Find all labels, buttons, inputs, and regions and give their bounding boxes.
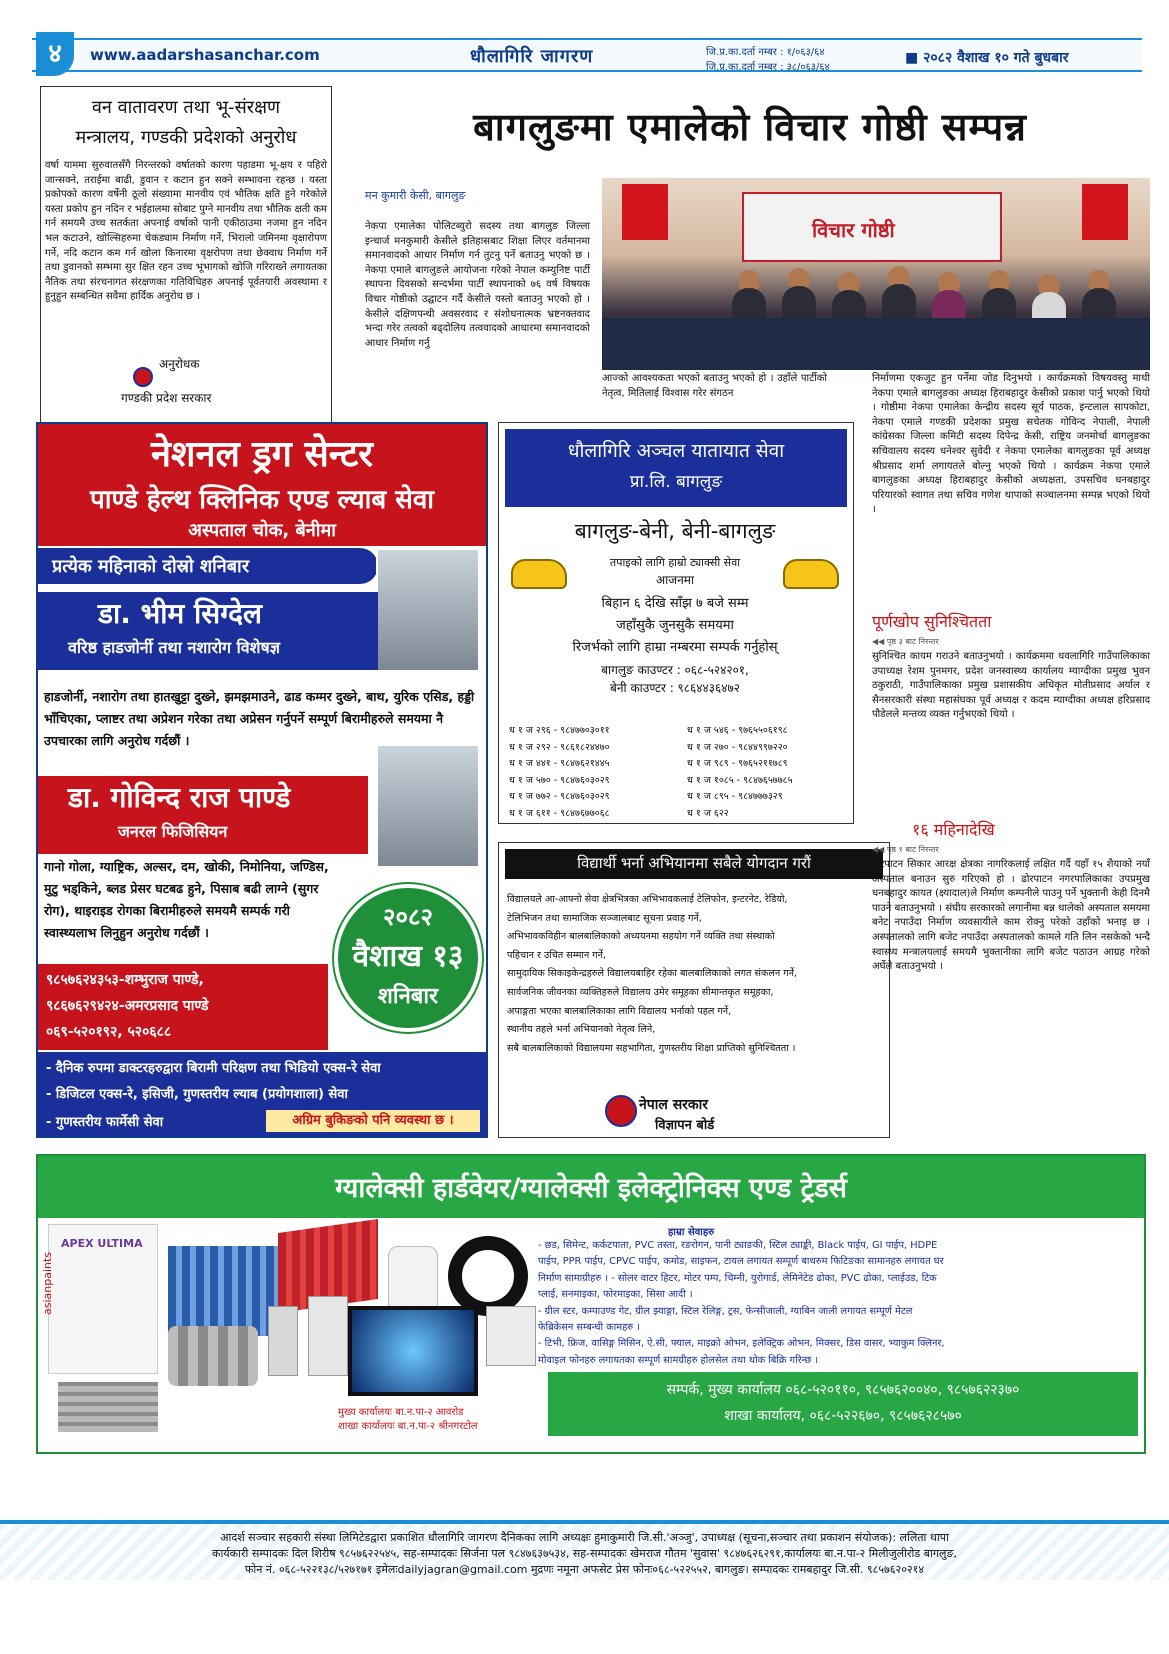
issue-date: ■ २०८२ वैशाख १० गते बुधबार xyxy=(905,50,1069,66)
fridge-image xyxy=(308,1296,348,1376)
byline: मन कुमारी केसी, बागलुङ xyxy=(365,189,466,202)
story-sohr-continued: ◀◀ पृष्ठ १ बाट निरन्तर xyxy=(872,845,939,854)
main-office-address: मुख्य कार्यालयः बा.न.पा-२ आवरोड xyxy=(338,1407,464,1418)
nepal-emblem-icon xyxy=(605,1095,637,1127)
footer-line-1: आदर्श सञ्चार सहकारी संस्था लिमिटेडद्वारा प्रकाशित धौलागिरि जागरण दैनिकका लागि अध्यक्षः हुमाकुमारी जि.सी.'अञ्जु', उपाध्यक्ष (सूचना,सञ्चार तथा प्रकाशन संयोजक): ललिता थापा xyxy=(220,1531,949,1544)
galaxy-title: ग्यालेक्सी हार्डवेयर/ग्यालेक्सी इलेक्ट्रोनिक्स एण्ड ट्रेडर्स xyxy=(335,1173,847,1204)
schedule-text: प्रत्येक महिनाको दोस्रो शनिबार xyxy=(52,556,250,577)
ad-board-label: विज्ञापन बोर्ड xyxy=(655,1118,715,1133)
hose-coil-image xyxy=(448,1236,528,1316)
services-list xyxy=(538,1238,1138,1369)
solar-heater-image xyxy=(168,1246,278,1336)
transport-counter-2: बेनी काउण्टर : ९८६४४३६४७२ xyxy=(610,681,740,695)
story-column-3: निर्माणमा एकजुट हुन पर्नेमा जोड दिनुभयो । कार्यक्रमको विषयवस्तु माथी नेकपा एमाले बागलुङका अध्यक्ष हिराबहादुर केसीको प्रकाश पार्नु भएको थियो । गोष्ठीमा नेकपा एमालेका केन्द्रीय सदस्य सूर्य पाठक, इन्टलाल सापकोटा, नेकपा एमाले गण्डकी प्रदेशका प्रमुख सचेतक गोविन्द नेपाली, नेपाली कांग्रेसका जिल्ला कमिटी सदस्य दिपेन्द्र केसी, राष्ट्रिय जनमोर्चा बागलुङका सचिवालय सदस्य धनेश्वर सुवेदी र नेकपा एमालेका बागलुङका पूर्व अध्यक्ष श्रीप्रसाद शर्मा लगायतले बोल्नु भएको थियो । कार्यक्रम नेकपा एमाले बागलुङका अध्यक्ष हिराबहादुर केसीको अध्यक्षता, उपसचिव धनबहादुर परियारको स्वागत तथा सचिव गणेश थापाको सञ्चालनमा सम्पन्न भएको थियो । xyxy=(872,373,1150,516)
doctor-2-title: जनरल फिजिसियन xyxy=(118,822,228,841)
water-tank-image xyxy=(168,1326,258,1386)
story-purn-continued: ◀◀ पृष्ठ ३ बाट निरन्तर xyxy=(872,637,939,646)
pipe-bundle-image xyxy=(58,1382,158,1432)
phone-2: ९८६७६२९४२४-अमरप्रसाद पाण्डे xyxy=(46,998,209,1014)
story-sohr-body: ढोरपाटन सिकार आरक्ष क्षेत्रका नागरिकलाई लक्षित गर्दै यहाँ १५ शैयाको नयाँ अस्पताल बनाउन सुरु गरिएको हो । ढोरपाटन नगरपालिकाका उपप्रमुख धनबहादुर कायत (क्ष्यादाल)ले निर्माण कम्पनीले पाउनु पर्ने भुक्तानी केही दिनमै पाउने बताउनुभयो । संघीय सरकारको लगानीमा बन्न थालेको अस्पताल समयमा बनेट नपाउँदा निर्माण व्यवसायीले काम रोक्नु परेको उहाँको भनाइ छ । अस्पतालको लागि बजेट नपाउँदा अस्पतालको कामले गति लिन नसकेको भन्दै स्वास्थ्य मन्त्रालयलाई समयमै भुक्तानीका लागि बजेट पठाउन आग्रह गरेको अर्घेले बताउनुभयो । xyxy=(872,859,1150,973)
galaxy-contact-branch: शाखा कार्यालय, ०६८-५२२६७०, ९८५७६२८५७० xyxy=(724,1408,962,1424)
list-item: स्थानीय तहले भर्ना अभियानको नेतृत्व लिने, xyxy=(507,1024,656,1036)
service-2: - डिजिटल एक्स-रे, इसिजी, गुणस्तरीय ल्याब (प्रयोगशाला) सेवा xyxy=(46,1087,348,1102)
circle-year: २०८२ xyxy=(383,903,433,931)
list-item: मोवाइल फोनहरु लगायतका सम्पूर्ण सामग्रीहरु होलसेल तथा थोक बिक्रि गरिन्छ । xyxy=(538,1354,819,1366)
advance-booking-badge: अग्रिम बुकिङको पनि व्यवस्था छ । xyxy=(266,1110,480,1132)
party-flag-icon xyxy=(622,184,668,240)
list-item: प्लाई, सनमाइका, फोरमाइका, सिसा आदी । xyxy=(538,1289,693,1301)
list-item: - छड, सिमेन्ट, कर्कटपाता, PVC तस्ता, रङरोगन, पानी ट्याङकी, स्टिल ट्याङ्की, Black पाईप, GI पाईप, HDPE xyxy=(538,1240,938,1251)
list-item: ध १ ज ९८९ - ९७६५२११७८९ xyxy=(687,758,788,769)
doctor-1-name: डा. भीम सिग्देल xyxy=(98,597,262,630)
washing-machine-image xyxy=(486,1306,536,1366)
registration-number-1: जि.प्र.का.दर्ता नम्बर : १/०६३/६४ xyxy=(706,47,825,58)
publisher-footer xyxy=(0,1520,1169,1580)
transport-line-3: बिहान ६ देखि साँझ ७ बजे सम्म xyxy=(601,596,749,611)
student-enrollment-notice xyxy=(498,842,890,1138)
services-heading: हाम्रा सेवाहरु xyxy=(668,1227,715,1238)
stage-table xyxy=(602,318,1150,370)
registration-number-2: जि.प्र.का.दर्ता नम्बर : ३८/०६३/६४ xyxy=(706,62,830,73)
doctor-1-title: वरिष्ठ हाडजोर्नी तथा नशारोग विशेषज्ञ xyxy=(68,638,281,657)
notice-requester-label: अनुरोधक xyxy=(159,357,200,371)
ad-subtitle: पाण्डे हेल्थ क्लिनिक एण्ड ल्याब सेवा xyxy=(89,485,435,515)
phone-1: ९८५७६२४३५३-शम्भुराज पाण्डे, xyxy=(46,972,204,988)
ad-location: अस्पताल चोक, बेनीमा xyxy=(188,520,336,541)
notice-title-2: मन्त्रालय, गण्डकी प्रदेशको अनुरोध xyxy=(75,127,297,148)
transport-line-1: तपाइको लागि हाम्रो ट्याक्सी सेवा xyxy=(609,556,741,569)
transport-counter-1: बागलुङ काउण्टर : ०६८-५२४२०१, xyxy=(601,663,749,677)
list-item: ध १ ज २९६ - ९८४७७०३०११ xyxy=(509,725,610,736)
list-item: अभिभावकविहीन बालबालिकाको अध्ययनमा सहयोग गर्ने व्यक्ति तथा संस्थाको xyxy=(507,931,775,943)
story-column-1: नेकपा एमालेका पोलिटब्युरो सदस्य तथा बागलुङ जिल्ला इन्चार्ज मनकुमारी केसीले इतिहासबाट शिक्षा लिएर वर्तमानमा समानवादको आधार निर्माण गर्न तुटनु पर्ने बताउनु भएको छ । नेकपा एमाले बागलुङले आयोजना गरेको नेपाल कम्युनिष्ट पार्टी स्थापना दिवसको सन्दर्भमा पार्टी स्थापनाको ७६ वर्ष विषयक विचार गोष्ठीको उद्घाटन गर्दै केसीले यस्तो बताउनु भएको हो । केसीले दक्षिणपन्थी अवसरवाद र संशोधनात्मक भ्रष्टनक्तवाद भन्दा गरेर तत्वको बढ्दोलिय तत्ववादको आधारमा समानवादको आधार निर्माण गर्नु xyxy=(365,221,590,349)
taxi-numbers-left xyxy=(509,723,610,822)
doctor-1-description: हाडजोर्नी, नशारोग तथा हातखुट्टा दुख्ने, झमझमाउने, ढाड कम्मर दुख्ने, बाथ, युरिक एसिड, हड्डी भाँचिएका, प्लाष्टर तथा अप्रेशन गरेका तथा अप्रेसन गर्नुपर्ने सम्पूर्ण बिरामीहरुले समयमा नै उपचारका लागि अनुरोध गर्दछौं । xyxy=(44,689,475,748)
transport-line-5: रिजर्भको लागि हाम्रा नम्बरमा सम्पर्क गर्नुहोस् xyxy=(572,640,778,655)
website-link[interactable]: www.aadarshasanchar.com xyxy=(90,46,320,64)
list-item: ध १ ज १०८५ - ९८४७६५७७८५ xyxy=(687,774,793,786)
list-item: ध १ ज ५४६ - ९७६५५०६१९८ xyxy=(687,725,788,736)
list-item: सार्वजनिक जीवनका व्यक्तिहरुले विद्यालय उमेर समूहका सीमान्तकृत समूहका, xyxy=(507,986,774,998)
list-item: टेलिभिजन तथा सामाजिक सञ्जालबाट सूचना प्रवाह गर्ने, xyxy=(507,912,702,924)
branch-office-address: शाखा कार्यालयः बा.न.पा-२ श्रीनगरटोल xyxy=(338,1421,478,1432)
galaxy-contact-main: सम्पर्क, मुख्य कार्यालय ०६८-५२०११०, ९८५७६२००४०, ९८५७६२२३७० xyxy=(666,1382,1020,1398)
fridge-image xyxy=(268,1306,298,1376)
list-item: ध १ ज २९२ - ९८६१८२४४७० xyxy=(509,741,610,753)
transport-service-ad xyxy=(498,422,854,824)
list-item: ध १ ज ६२२ xyxy=(687,807,729,819)
list-item: - ग्रील स्टर, कम्पाउण्ड गेट, ग्रील झ्याङ्गा, स्टिल रेलिङ्ग, ट्रस, फेन्सीजाली, ग्याबिन जाली लगायत सम्पूर्ण मेटल xyxy=(538,1305,913,1317)
list-item: सबै बालबालिकाको विद्यालयमा सहभागिता, गुणस्तरीय शिक्षा प्राप्तिको सुनिश्चितता । xyxy=(507,1042,796,1054)
list-item: विद्यालयले आ-आफ्नो सेवा क्षेत्रभित्रका अभिभावकलाई टेलिफोन, इन्टरनेट, रेडियो, xyxy=(507,894,788,905)
taxi-numbers-right xyxy=(687,723,793,822)
list-item: ध १ ज २७० - ९८४४९९७२२० xyxy=(687,741,788,753)
story-purn-title: पूर्णखोप सुनिश्चितता xyxy=(872,612,992,631)
doctor-photo-1 xyxy=(376,548,480,672)
transport-subtitle: प्रा.लि. बागलुङ xyxy=(629,472,723,492)
list-item: ध १ ज ८९५ - ९८४७७७३२९ xyxy=(687,791,783,802)
list-item: ध १ ज ५७० - ९८४७६०३०२९ xyxy=(509,774,610,786)
transport-line-4: जहाँसुकै जुनसुकै समयमा xyxy=(616,618,734,633)
notice-title-1: वन वातावरण तथा भू-संरक्षण xyxy=(91,97,281,118)
transport-line-2: आजनमा xyxy=(655,573,695,587)
list-item: पहिचान र उचित सम्मान गर्ने, xyxy=(507,949,607,961)
footer-line-3: फोन नं. ०६८-५२२१३८/५२७१७१ इमेलःdailyjagran@gmail.com मुद्रणः नमूना अफसेट प्रेस फोनः०६८-५२२५५२, बागलुङ। सम्पादकः रामबहादुर जि.सी. ९८५७६२०२१४ xyxy=(244,1563,925,1576)
masthead-logo: धौलागिरि जागरण xyxy=(470,46,594,67)
national-drug-center-ad xyxy=(36,422,488,1138)
circle-day: शनिबार xyxy=(377,984,439,1009)
main-headline: बागलुङमा एमालेको विचार गोष्ठी सम्पन्न xyxy=(473,105,1027,149)
list-item: ध १ ज ४४१ - ९८४७६२१४४५ xyxy=(509,758,610,769)
list-item: - टिभी, फ्रिज, वासिङ्ग मिसिन, ऐ.सी, फ्याल, माइक्रो ओभन, इलेक्ट्रिक ओभन, मिक्सर, डिस वासर, भ्याकुम क्लिनर, xyxy=(538,1338,945,1350)
event-banner-title: विचार गोष्ठी xyxy=(812,218,895,242)
galaxy-hardware-ad xyxy=(36,1154,1146,1454)
paint-maker: asianpaints xyxy=(41,1251,54,1315)
story-purn-body: सुनिश्चित कायम गराउने बताउनुभयो । कार्यक्रममा धवलागिरि गाउँपालिकाका उपाध्यक्ष रेशम पुनमगर, प्रदेश जनस्वास्थ्य कार्यालय म्याग्दीका प्रमुख भुवन ठकुराठी, गाउँपालिकाका प्रमुख प्रशासकीय अधिकृत मोतीप्रसाद अर्याल र सैनसरकारी संस्था महासंघका पूर्व अध्यक्ष र कदम म्याग्दीका अध्यक्ष हरिप्रसाद पौडेलले मन्तव्य व्यक्त गर्नुभएको थियो । xyxy=(872,651,1150,721)
student-notice-body xyxy=(507,891,885,1058)
phone-3: ०६९-५२०१९२, ५२०६८८ xyxy=(46,1024,172,1040)
doctor-2-description: गानो गोला, ग्याष्ट्रिक, अल्सर, दम, खोकी, निमोनिया, जण्डिस, मुटु भड्किने, ब्लड प्रेसर घटबढ हुने, पिसाब बढी लाग्ने (सुगर रोग), थाइराइड रोगका बिरामीहरुले समयमै सम्पर्क गरी स्वास्थ्यलाभ लिनुहुन अनुरोध गर्दछौं । xyxy=(44,859,329,940)
service-3: - गुणस्तरीय फार्मेसी सेवा xyxy=(46,1115,164,1130)
list-item: अपाङ्गता भएका बालबालिकाका लागि विद्यालय भर्नाको पहल गर्ने, xyxy=(507,1005,732,1017)
doctor-photo-2 xyxy=(376,744,480,868)
forest-ministry-notice xyxy=(40,86,332,430)
notice-body: वर्षा याममा सुरुवातसँगै निरन्तरको वर्षातको कारण पहाडमा भू-क्षय र पहिरो जान्सक्ने, तराईमा बाढी, डुवान र कटान हुन सक्ने सम्भावना रहन्छ । यस्ता प्रकोपको कारण वर्षेनी ठूलो संख्यामा मानवीय एवं भौतिक क्षति हुने गरेकोले यस्ता प्रकोप हुन नदिन र भईहालमा सोबाट पुग्ने मानवीय तथा भौतिक क्षती कम गर्न समयमै उच्च सतर्कता अपनाई वर्षाको पानी एकीठाउमा नजमा हुन नदिन भल कटाउने, खोल्सिहरुमा चेकड्याम निर्माण गर्ने, भिरालो जमिनमा वृक्षारोपण गर्ने, नदि कटान कम गर्न खोला किनारमा वृक्षरोपण तथा छेक्वाध निर्माण गर्ने तथा डुवानको सम्भमा सुर क्षित रहन उच्च भूभागको खोजि गरिराख्ने लगायतका नैतिक तथा संरचनागत संरक्षणका गतिविधिहरु अपनाई पूर्वतयारी अवस्थामा र हुनुहुन सम्बन्धित सवैमा हार्दिक अनुरोध छ । xyxy=(45,160,327,303)
list-item: निर्माण सामाग्रीहरु । - सोलर वाटर हिटर, मोटर पम्प, चिम्नी, युरोगार्ड, लेमिनेटेड ढोका, PVC ढोका, प्लाईउड, टिक xyxy=(538,1272,937,1284)
story-sohr-title: १६ महिनादेखि xyxy=(912,820,995,839)
story-column-2: आज्को आवश्यकता भएको बताउनु भएको हो । उहाँले पार्टीको नेतृत्व, मितिलाई विश्वास गरेर संगठन xyxy=(602,373,827,399)
ad-title: नेशनल ड्रग सेन्टर xyxy=(151,434,373,475)
service-1: - दैनिक रुपमा डाक्टरहरुद्वारा बिरामी परिक्षण तथा भिडियो एक्स-रे सेवा xyxy=(46,1061,381,1076)
nepal-emblem-icon xyxy=(133,367,153,387)
paint-bucket-image xyxy=(41,1224,158,1374)
party-flag-icon xyxy=(1082,184,1128,240)
footer-line-2: कार्यकारी सम्पादकः दिल शिरीष ९८५७६२२५४५, सह-सम्पादकः सिर्जना पल ९८४७६३७५३४, सह-सम्पादकः खेमराज गौतम 'सुवास' ९८४७६२६२९१,कार्यालयः बा.न.पा-२ मिलीजुलीरोड बागलुङ, xyxy=(212,1547,957,1560)
paint-brand: APEX ULTIMA xyxy=(61,1237,143,1250)
doctor-2-name: डा. गोविन्द राज पाण्डे xyxy=(68,781,291,814)
page-number: ४ xyxy=(36,32,74,76)
event-photo xyxy=(602,178,1150,370)
government-label: नेपाल सरकार xyxy=(639,1097,709,1113)
list-item: फेब्रिकेसन सम्बन्धी कामहरु । xyxy=(538,1322,640,1334)
transport-title: धौलागिरि अञ्चल यातायात सेवा xyxy=(567,440,785,462)
list-item: पाईप, PPR पाईप, CPVC पाईप, कमोड, साइफन, टायल लगायत सम्पूर्ण बाथरुम फिटिङका सामानहरु लगायत घर xyxy=(538,1256,944,1268)
circle-date: वैशाख १३ xyxy=(352,939,464,974)
television-image xyxy=(348,1306,478,1396)
list-item: ध १ ज ७७२ - ९८४७६०३०२९ xyxy=(509,791,610,802)
notice-requester: गण्डकी प्रदेश सरकार xyxy=(121,391,212,405)
transport-route: बागलुङ-बेनी, बेनी-बागलुङ xyxy=(574,519,776,543)
list-item: सामुदायिक सिकाइकेन्द्रहरुले विद्यालयबाहिर रहेका बालबालिकाको लगत संकलन गर्ने, xyxy=(507,968,798,980)
list-item: ध १ ज ६११ - ९८४७६७७०६८ xyxy=(509,807,610,819)
student-notice-title: विद्यार्थी भर्ना अभियानमा सबैले योगदान गरौं xyxy=(577,854,811,872)
